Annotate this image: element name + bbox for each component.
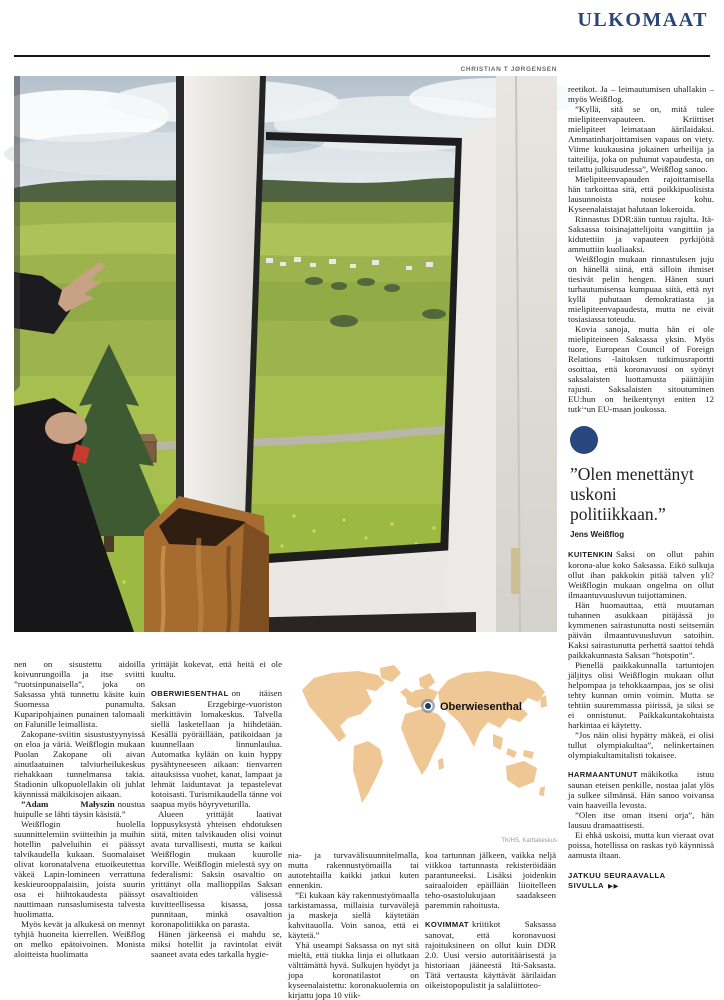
paragraph: Hän huomauttaa, että muutaman tuhannen asukkaan pitäjässä jo kymmenen sairastunutta nosti seitsemän päivän ilmaantuvuusluvun satoihin. Kaksi sairastunutta perhettä saattoi tehdä paikkakunnasta Saksan ”hotspotin”. — [568, 600, 714, 660]
paragraph: Pienellä paikkakunnalla tartuntojen jäljitys olisi Weißflogin mukaan ollut helpompaa ja tehokkaampaa, jos se olisi tehty kunnan omin voimin. Mutta se tehtiin suuremmassa piirissä, ja siksi se ei onnistunut. Paikkakuntakohtaista harkintaa ei käytetty. — [568, 660, 714, 730]
window-view-photo — [14, 76, 557, 632]
pull-quote-attribution: Jens Weißflog — [570, 530, 625, 539]
pull-quote-text: ”Olen menettänyt uskoni politiikkaan.” — [570, 464, 694, 524]
paragraph: Yhä useampi Saksassa on nyt sitä mieltä, että tiukka linja ei ollutkaan välttämättä hyvä. Sulkujen hyödyt ja jopa koronatilastot on kyseenalaistettu: koronakuolemia on kirjattu jopa 10 viik- — [288, 940, 419, 1000]
paragraph: nen on sisustettu aidoilla koivunrungoilla ja itse sviitti ”ruotsinpunaisella”, joka on Saksassa yhtä tunnettu käsite kuin Suomessa punamulta. Kuparipohjainen punainen talomaali on Falunille leimallista. — [14, 659, 145, 729]
header-rule — [14, 55, 710, 57]
wooden-vase — [144, 496, 269, 632]
article-column-1 — [14, 659, 145, 959]
paragraph: OBERWIESENTHAL on itäisen Saksan Erzgebirge-vuoriston merkittävin lomakeskus. Talvella siellä lasketellaan ja hiihdetään. Kesällä pyöräillään, patikoidaan ja kuunnellaan linnunlaulua. Automatka kylään on kuin hyppy pysähtyneeseen aikaan: tienvarren aitauksissa vuohet, kanat, lampaat ja lehmät laiduntavat ja tepastelevat kotoisasti. Turismikaudella tänne voi saapua myös höyryveturilla. — [151, 688, 282, 809]
map-label: Oberwiesenthal — [440, 701, 522, 713]
continues-notice: JATKUU SEURAAVALLA SIVULLA ▶▶ — [568, 871, 666, 890]
photo-credit: CHRISTIAN T JØRGENSEN — [460, 66, 557, 73]
paragraph: Kovia sanoja, mutta hän ei ole mielipiteineen Saksassa yksin. Myös tuore, European Council of Foreign Relations -laitoksen tutkimusraportti osoittaa, että koronavuosi on syönyt saksalaisten luottamusta päättäjiin rajusti. Saksalaisten sitoutuminen EU:hun on heikentynyt eniten 12 tutkitun EU-maan joukossa. — [568, 324, 714, 414]
map-marker — [421, 699, 435, 713]
paragraph: koa tartunnan jälkeen, vaikka neljä viikkoa tartunnasta rekisteröidään parantuneeksi. Lisäksi joidenkin sairaaloiden epäillään liioitelleen teho-osastolukujaan saadakseen paremmin rahoitusta. — [425, 850, 556, 910]
paragraph: Myös kevät ja alkukesä on mennyt tyhjiä huoneita kierrellen. Weißflog on melko epätoivoinen. Monista aloitteista huolimatta — [14, 919, 145, 959]
double-arrow-icon: ▶▶ — [608, 882, 619, 890]
article-column-4 — [425, 850, 556, 990]
article-right-column — [568, 84, 714, 891]
paragraph: ”Olen itse oman itseni orja”, hän lausuu dramaattisesti. — [568, 810, 714, 830]
map-credit: TK/HS, Karttakeskus — [501, 838, 557, 844]
paragraph: Weißflogin mukaan rinnastuksen juju on hänellä siinä, että silloin ihmiset tiesivät pelin hengen. Hänen suuri turhautumisensa kumpuaa siitä, että nyt kyllä puhutaan demokratiasta ja mielipiteenvapaudesta, mutta ne eivät tosiasiassa toteudu. — [568, 254, 714, 324]
paragraph: KOVIMMAT kriitikot Saksassa sanovat, että koronavuosi rajoituksineen on ollut kuin DDR 2.0. Uusi versio autoritäärisestä ja historiaan jääneestä Itä-Saksasta. Tätä vertausta käyttävät äärilaidan oikeistopopulistit ja salaliittoteo- — [425, 919, 556, 990]
paragraph: ”Adam Małyszin noustua huipulle se lähti täysin käsistä.” — [14, 799, 145, 819]
paragraph: nia- ja turvavälisuunnitelmalla, mutta rakennustyömailla tai autotehtailla kaikki jatkui kuten ennenkin. — [288, 850, 419, 890]
locator-map — [288, 662, 557, 846]
section-header: ULKOMAAT — [577, 9, 708, 31]
quote-icon: ’ — [570, 426, 598, 454]
paragraph: Weißflogin huolella suunnittelemiin sviitteihin ja muihin hotellin palveluihin ei päässyt talvikaudella kukaan. Suomalaiset olivat koronatalvena etuoikeutettua väkeä Lapin-lomineen verrattuna keskieurooppalaisiin, joista suurin osa ei hiihtokaudesta päässyt nauttimaan runsaslumisesta talvesta huolimatta. — [14, 819, 145, 919]
paragraph: yrittäjät kokevat, että heitä ei ole kuultu. — [151, 659, 282, 679]
paragraph: ”Ei kukaan käy rakennustyömaalla tarkistamassa, millaisia turvavälejä ja maskeja siellä käytetään kahvitauolla. Voin sanoa, että ei käytetä.” — [288, 890, 419, 940]
paragraph: Rinnastus DDR:ään tuntuu rajulta. Itä-Saksassa toisinajattelijoita vangittiin ja kidutettiin ja vapauteen pyrkijöitä ammuttiin kuoliaaksi. — [568, 214, 714, 254]
article-column-2 — [151, 659, 282, 959]
paragraph: ”Jos näin olisi hypätty mäkeä, ei olisi tullut olympiakultaa”, nelinkertainen olympiakultamitalisti tokaisee. — [568, 730, 714, 760]
paragraph: KUITENKIN Saksi on ollut pahin korona-alue koko Saksassa. Eikö sulkuja ollut ihan pakkokin pitää talven yli? Weißflogin mukaan ongelma on ollut ilmaantuvuusluvun tuijottaminen. — [568, 549, 714, 600]
paragraph: Ei ehkä uskoisi, mutta kun vieraat ovat poissa, hotellissa on raskas työ käynnissä aamusta iltaan. — [568, 830, 714, 860]
pull-quote — [570, 401, 714, 540]
article-column-3 — [288, 850, 419, 1000]
wall — [496, 76, 557, 632]
paragraph: Alueen yrittäjät laativat loppusyksystä yhteisen ehdotuksen siitä, miten talvikauden olisi voinut avata turvallisesti, mutta se kaikui Weißflogin mukaan kuurolle korville. Weißflogin mielestä syy on federalismi: Saksin osavaltio on yrittänyt olla mallioppilas Saksan osavaltioiden välisessä kuvitteellisessa kisassa, jossa punnitaan, minkä osavaltion koronapolitiikka on parasta. — [151, 809, 282, 929]
paragraph: Hänen järkeensä ei mahdu se, miksi hotellit ja ravintolat eivät saaneet avata edes tarkalla hygie- — [151, 929, 282, 959]
paragraph: Mielipiteenvapauden rajoittamisella hän tarkoittaa sitä, että poikkipuolisista lausunnoista nousee kohu. Kyseenalaistajat halutaan lokeroida. — [568, 174, 714, 214]
world-continents — [302, 665, 547, 803]
paragraph: HARMAANTUNUT mäkikotka istuu saunan eteisen penkille, nostaa jalat ylös ja sulkee silmänsä. Hän sanoo voivansa vain haaveilla levosta. — [568, 769, 714, 810]
paragraph: Zakopane-sviitin sisustustyynyissä on eloa ja väriä. Weißflogin mukaan Puolan Zakopane oli aivan ainutlaatuinen talviurheilukeskus riehakkaan tunnelmansa takia. Stadionin ulkopuolellakin oli juhlat käynnissä mäkikisojen aikaan. — [14, 729, 145, 799]
paragraph: ”Kyllä, sitä se on, mitä tulee mielipiteenvapauteen. Kriittiset mielipiteet leimataan äärilaidaksi. Ammatinharjoittamisen vapaus on viety. Viime kuukausina jokainen urheilija ja taiteilija, joka on puhunut vapaudesta, on teilattu julkisuudessa”, Weißflog sanoo. — [568, 104, 714, 174]
paragraph: reetikot. Ja – leimautumisen uhallakin – myös Weißflog. — [568, 84, 714, 104]
